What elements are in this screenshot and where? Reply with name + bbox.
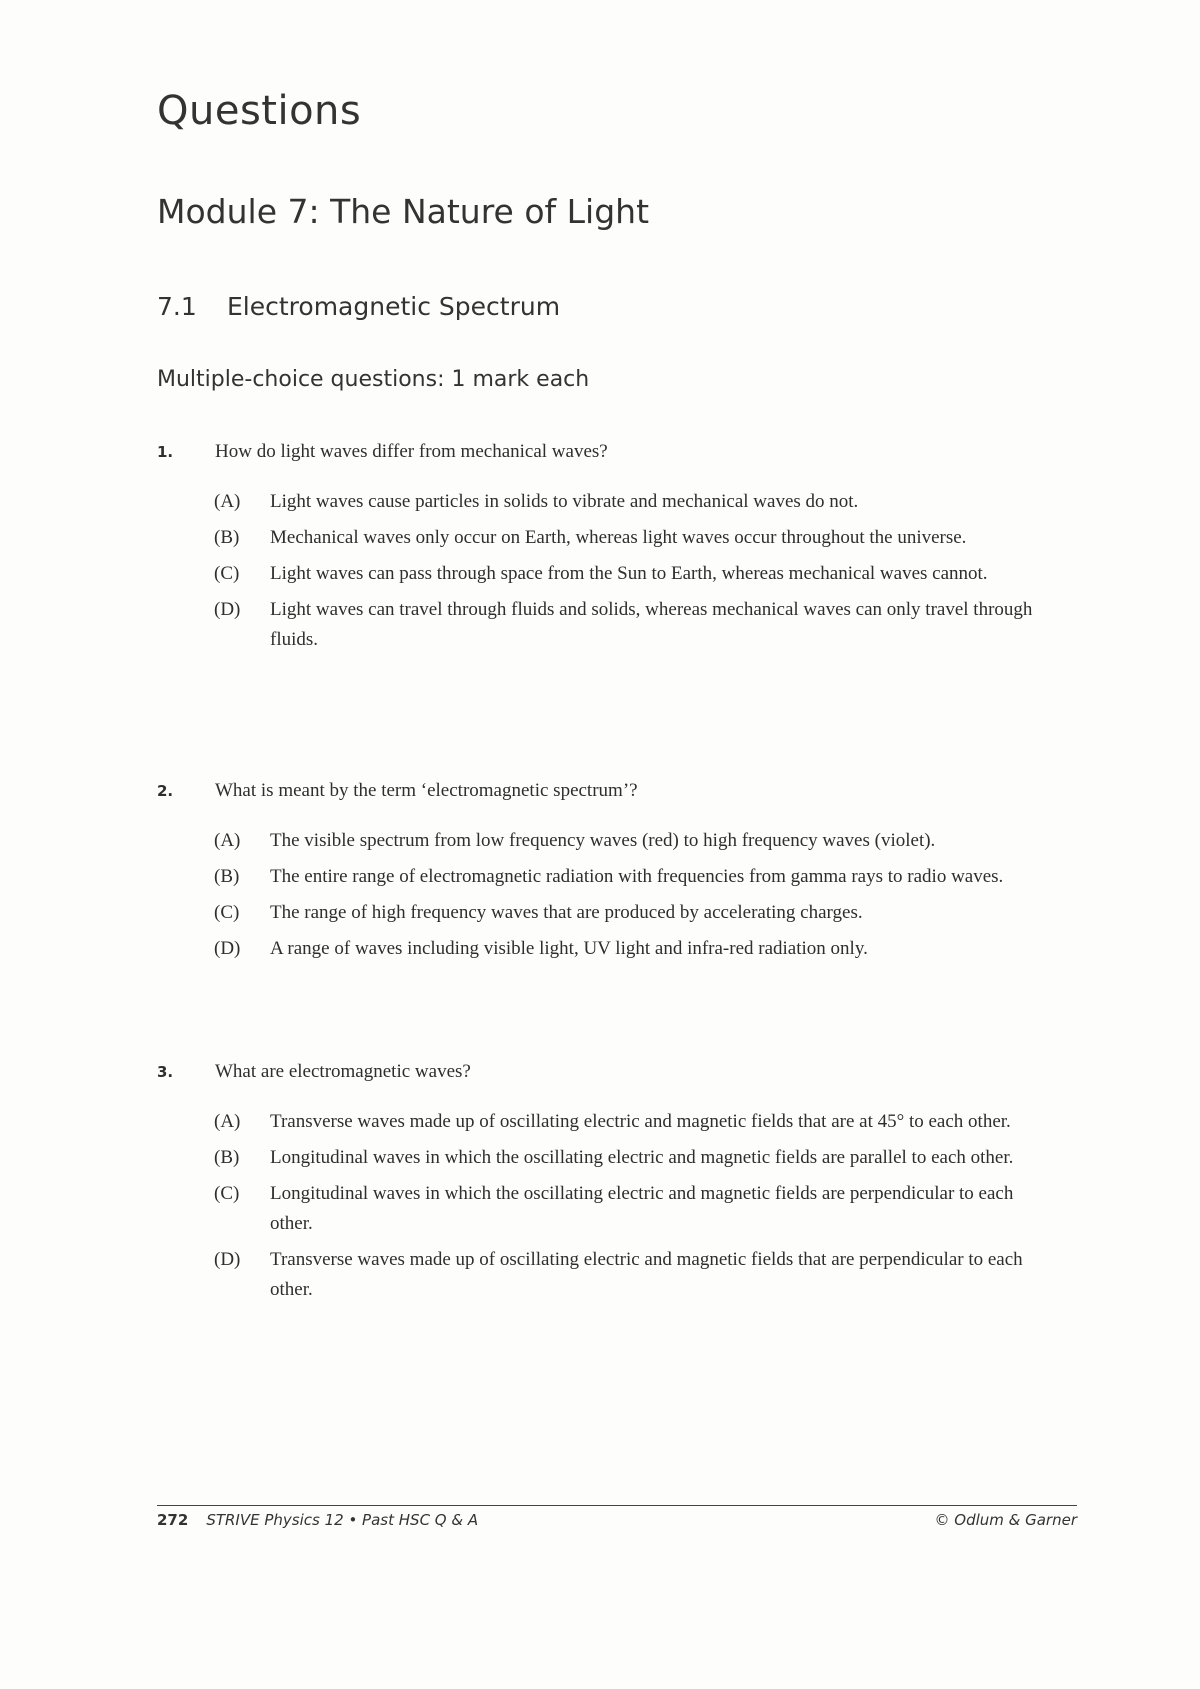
- question-text: What is meant by the term ‘electromagnetic spectrum’?: [215, 780, 638, 801]
- question-stem: [157, 437, 1057, 467]
- option-label: (A): [214, 830, 241, 851]
- question-stem: [157, 776, 1057, 806]
- book-title: STRIVE Physics 12 • Past HSC Q & A: [206, 1511, 479, 1529]
- option-label: (D): [214, 599, 241, 620]
- question-1: [157, 437, 1057, 661]
- question-2: [157, 776, 1057, 970]
- option-label: (D): [214, 938, 241, 959]
- option-b: [214, 523, 1057, 553]
- option-text: Mechanical waves only occur on Earth, whereas light waves occur throughout the universe.: [270, 527, 967, 548]
- option-label: (B): [214, 527, 240, 548]
- question-number: 2.: [157, 782, 174, 800]
- option-c: [214, 1179, 1057, 1239]
- option-c: [214, 559, 1057, 589]
- option-text: The range of high frequency waves that are produced by accelerating charges.: [270, 902, 863, 923]
- question-number: 1.: [157, 443, 174, 461]
- option-b: [214, 1143, 1057, 1173]
- page-number: 272: [157, 1511, 189, 1529]
- question-3: [157, 1057, 1057, 1311]
- option-a: [214, 487, 1057, 517]
- option-label: (C): [214, 1183, 240, 1204]
- option-label: (D): [214, 1249, 241, 1270]
- section-heading: [157, 292, 560, 321]
- option-text: A range of waves including visible light, UV light and infra-red radiation only.: [270, 938, 868, 959]
- option-text: Light waves can pass through space from the Sun to Earth, whereas mechanical waves cannot.: [270, 563, 988, 584]
- question-text: What are electromagnetic waves?: [215, 1061, 471, 1082]
- option-text: Light waves can travel through fluids and solids, whereas mechanical waves can only travel through fluids.: [270, 599, 1033, 650]
- option-label: (C): [214, 563, 240, 584]
- footer-left: [157, 1511, 478, 1529]
- section-title: Electromagnetic Spectrum: [227, 292, 561, 321]
- option-text: Transverse waves made up of oscillating electric and magnetic fields that are at 45° to each other.: [270, 1111, 1011, 1132]
- option-a: [214, 1107, 1057, 1137]
- option-text: Transverse waves made up of oscillating electric and magnetic fields that are perpendicular to each other.: [270, 1249, 1023, 1300]
- option-label: (C): [214, 902, 240, 923]
- module-title: Module 7: The Nature of Light: [157, 192, 650, 231]
- page-title: Questions: [157, 88, 362, 134]
- option-d: [214, 595, 1057, 655]
- answer-options: [214, 1107, 1057, 1305]
- option-text: The visible spectrum from low frequency waves (red) to high frequency waves (violet).: [270, 830, 936, 851]
- option-text: Longitudinal waves in which the oscillating electric and magnetic fields are parallel to each other.: [270, 1147, 1014, 1168]
- footer-divider: [157, 1505, 1077, 1506]
- option-d: [214, 934, 1057, 964]
- page-footer: [157, 1511, 1077, 1529]
- option-text: Longitudinal waves in which the oscillating electric and magnetic fields are perpendicular to each other.: [270, 1183, 1014, 1234]
- option-label: (A): [214, 1111, 241, 1132]
- question-stem: [157, 1057, 1057, 1087]
- option-b: [214, 862, 1057, 892]
- option-label: (B): [214, 1147, 240, 1168]
- answer-options: [214, 826, 1057, 964]
- option-c: [214, 898, 1057, 928]
- question-text: How do light waves differ from mechanical waves?: [215, 441, 608, 462]
- option-d: [214, 1245, 1057, 1305]
- multiple-choice-subtitle: Multiple-choice questions: 1 mark each: [157, 367, 590, 392]
- option-label: (B): [214, 866, 240, 887]
- question-number: 3.: [157, 1063, 174, 1081]
- copyright-notice: © Odlum & Garner: [934, 1511, 1077, 1529]
- answer-options: [214, 487, 1057, 655]
- option-a: [214, 826, 1057, 856]
- option-label: (A): [214, 491, 241, 512]
- option-text: Light waves cause particles in solids to vibrate and mechanical waves do not.: [270, 491, 859, 512]
- option-text: The entire range of electromagnetic radiation with frequencies from gamma rays to radio waves.: [270, 866, 1004, 887]
- section-number: 7.1: [157, 292, 197, 321]
